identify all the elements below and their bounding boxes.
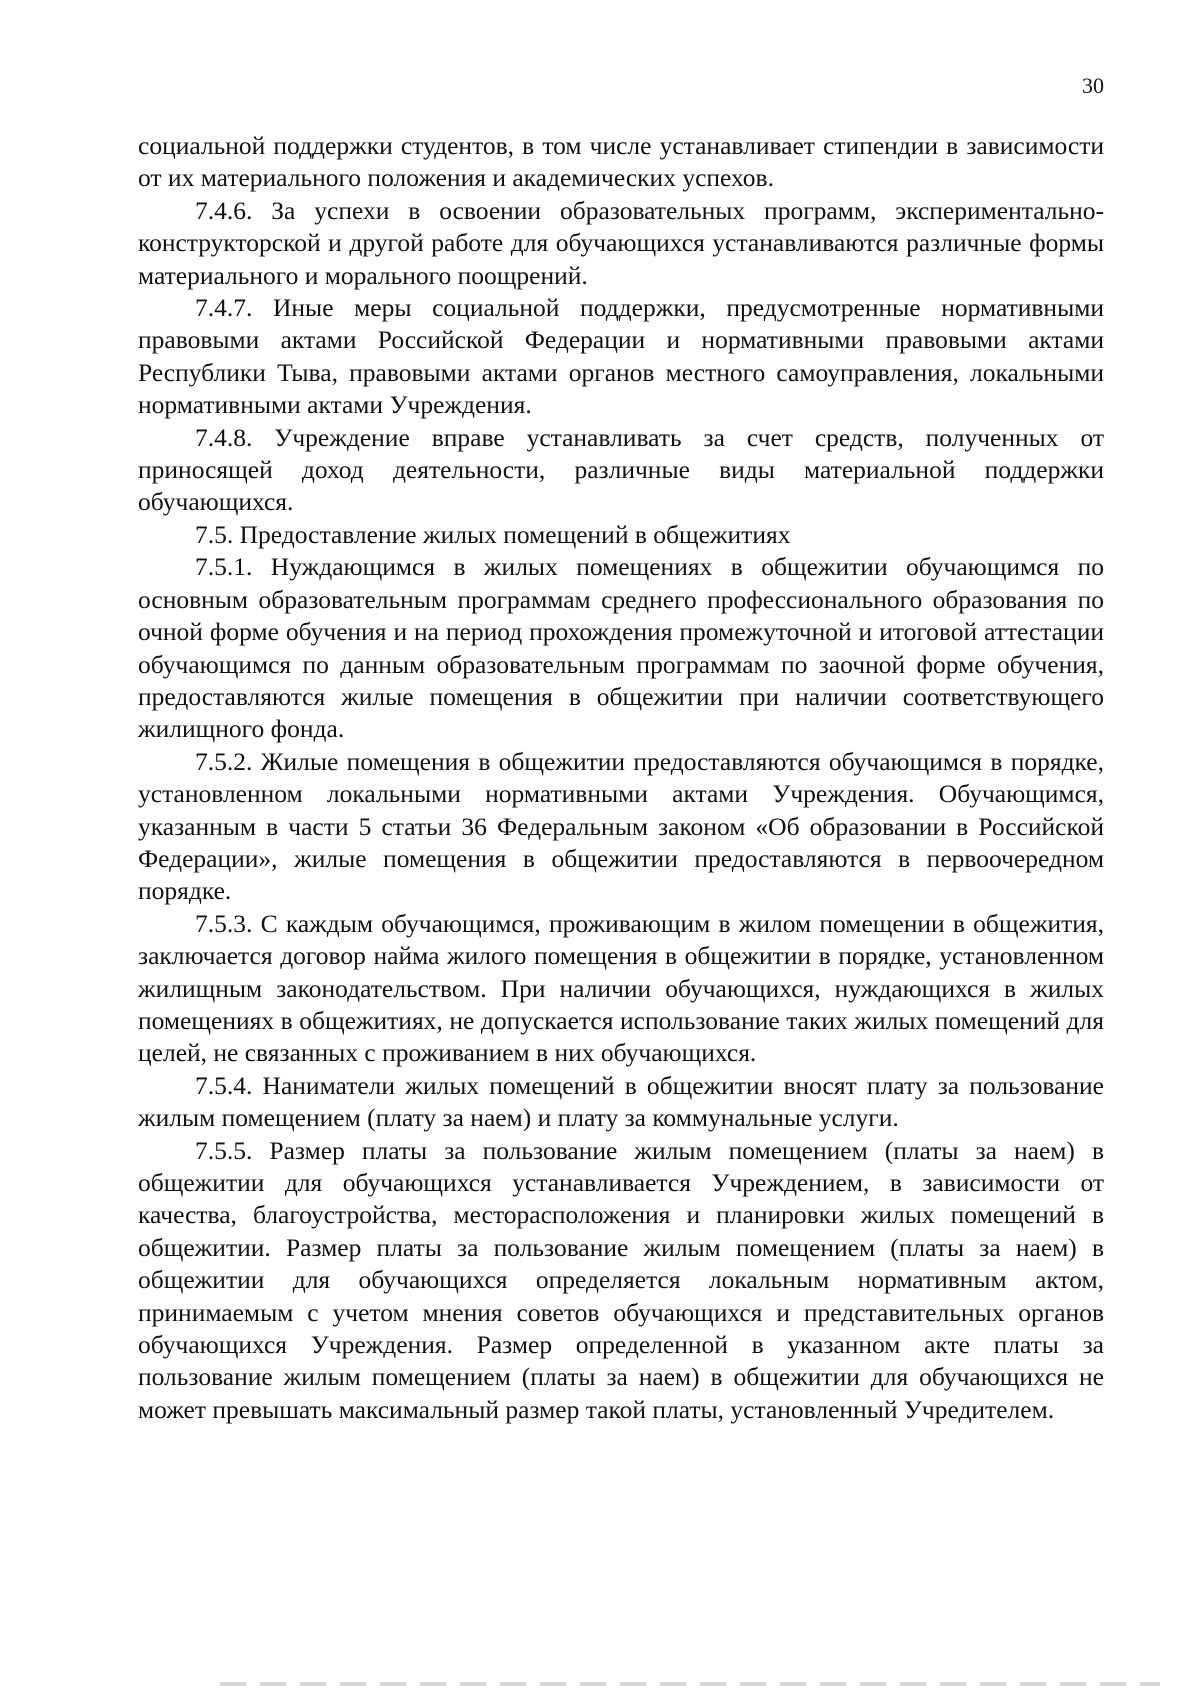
- paragraph-7-4-7: 7.4.7. Иные меры социальной поддержки, предусмотренные нормативными правовыми актами Российской Федерации и нормативными правовыми актами Республики Тыва, правовыми актами органов местного самоуправления, локальными нормативными актами Учреждения.: [138, 293, 1104, 420]
- paragraph-7-4-6: 7.4.6. За успехи в освоении образовательных программ, экспериментально-конструкторской и другой работе для обучающихся устанавливаются различные формы материального и морального поощрений.: [138, 195, 1104, 290]
- page-number: 30: [1082, 73, 1104, 98]
- paragraph-7-5-3: 7.5.3. С каждым обучающимся, проживающим в жилом помещении в общежития, заключается договор найма жилого помещения в общежитии в порядке, установленном жилищным законодательством. При наличии обучающихся, нуждающихся в жилых помещениях в общежитиях, не допускается использование таких жилых помещений для целей, не связанных с проживанием в них обучающихся.: [138, 908, 1104, 1068]
- paragraph-7-5-4: 7.5.4. Наниматели жилых помещений в общежитии вносят плату за пользование жилым помещением (плату за наем) и плату за коммунальные услуги.: [138, 1070, 1104, 1133]
- paragraph-7-5-2: 7.5.2. Жилые помещения в общежитии предоставляются обучающимся в порядке, установленном локальными нормативными актами Учреждения. Обучающимся, указанным в части 5 статьи 36 Федеральным законом «Об образовании в Российской Федерации», жилые помещения в общежитии предоставляются в первоочередном порядке.: [138, 746, 1104, 906]
- section-heading-7-5: 7.5. Предоставление жилых помещений в общежитиях: [195, 519, 791, 549]
- scan-artifact: [220, 1682, 1160, 1686]
- paragraph-7-4-8: 7.4.8. Учреждение вправе устанавливать за счет средств, полученных от приносящей доход деятельности, различные виды материальной поддержки обучающихся.: [138, 422, 1104, 517]
- document-body: [138, 130, 1104, 1426]
- paragraph-continuation: социальной поддержки студентов, в том числе устанавливает стипендии в зависимости от их материального положения и академических успехов.: [138, 131, 1104, 193]
- paragraph-7-5-1: 7.5.1. Нуждающимся в жилых помещениях в общежитии обучающимся по основным образовательным программам среднего профессионального образования по очной форме обучения и на период прохождения промежуточной и итоговой аттестации обучающимся по данным образовательным программам по заочной форме обучения, предоставляются жилые помещения в общежитии при наличии соответствующего жилищного фонда.: [138, 552, 1104, 744]
- paragraph-7-5-5: 7.5.5. Размер платы за пользование жилым помещением (платы за наем) в общежитии для обучающихся устанавливается Учреждением, в зависимости от качества, благоустройства, месторасположения и планировки жилых помещений в общежитии. Размер платы за пользование жилым помещением (платы за наем) в общежитии для обучающихся определяется локальным нормативным актом, принимаемым с учетом мнения советов обучающихся и представительных органов обучающихся Учреждения. Размер определенной в указанном акте платы за пользование жилым помещением (платы за наем) в общежитии для обучающихся не может превышать максимальный размер такой платы, установленный Учредителем.: [138, 1135, 1104, 1424]
